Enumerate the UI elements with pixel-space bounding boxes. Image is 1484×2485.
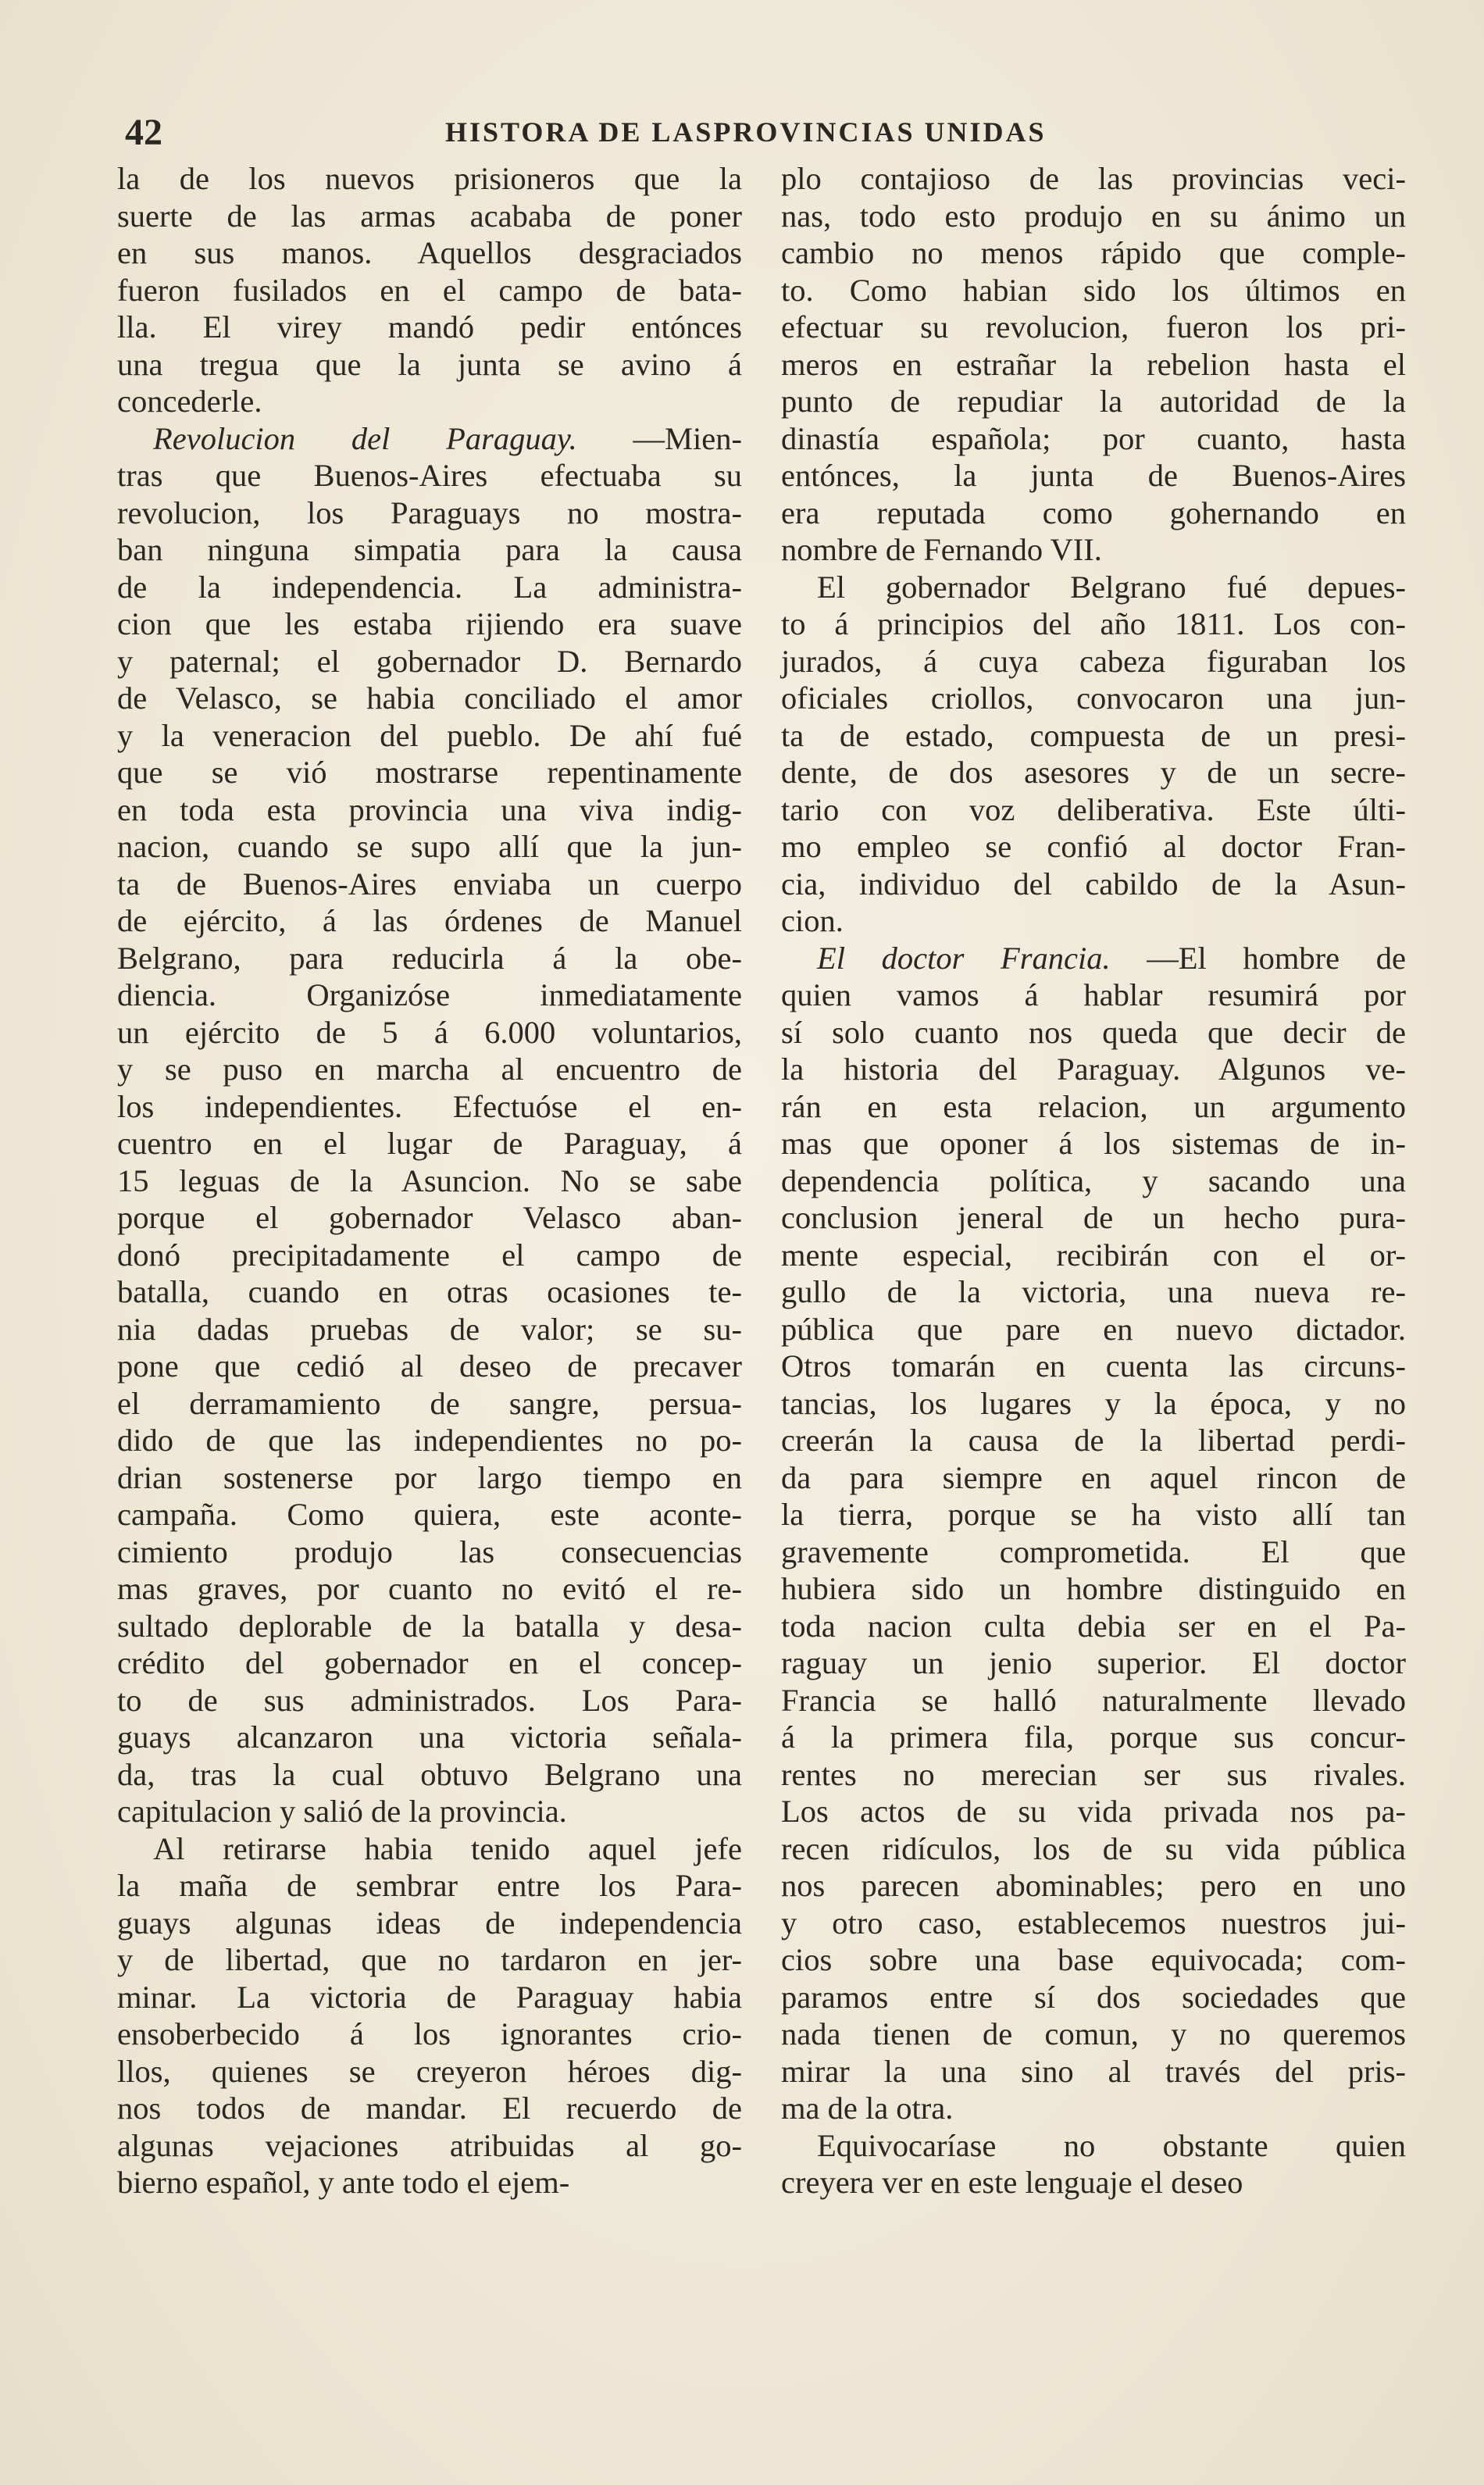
text-line: dido de que las independientes no po- — [117, 1423, 742, 1458]
text-line: cion que les estaba rijiendo era suave — [117, 606, 742, 641]
text-line: sultado deplorable de la batalla y desa- — [117, 1608, 742, 1644]
page-header — [117, 111, 1414, 158]
text-line: Al retirarse habia tenido aquel jefe — [153, 1830, 742, 1866]
text-line: un ejército de 5 á 6.000 voluntarios, — [117, 1014, 742, 1050]
text-line: hubiera sido un hombre distinguido en — [781, 1571, 1406, 1606]
text-line: la de los nuevos prisioneros que la — [117, 161, 742, 196]
text-line: punto de repudiar la autoridad de la — [781, 384, 1406, 419]
text-line: cios sobre una base equivocada; com- — [781, 1942, 1406, 1977]
text-line: El gobernador Belgrano fué depues- — [817, 569, 1406, 605]
text-line: nia dadas pruebas de valor; se su- — [117, 1311, 742, 1347]
text-line: pone que cedió al deseo de precaver — [117, 1348, 742, 1384]
text-line: mente especial, recibirán con el or- — [781, 1237, 1406, 1273]
text-line: mas que oponer á los sistemas de in- — [781, 1126, 1406, 1161]
text-line: recen ridículos, los de su vida pública — [781, 1830, 1406, 1866]
text-line: ta de estado, compuesta de un presi- — [781, 717, 1406, 753]
text-line: rán en esta relacion, un argumento — [781, 1088, 1406, 1124]
text-line: Belgrano, para reducirla á la obe- — [117, 940, 742, 976]
text-line: to á principios del año 1811. Los con- — [781, 606, 1406, 641]
text-line: ma de la otra. — [781, 2090, 954, 2126]
text-line: cia, individuo del cabildo de la Asun- — [781, 866, 1406, 902]
text-line: jurados, á cuya cabeza figuraban los — [781, 643, 1406, 679]
text-line: nacion, cuando se supo allí que la jun- — [117, 829, 742, 864]
text-line: plo contajioso de las provincias veci- — [781, 161, 1406, 196]
text-line: ta de Buenos-Aires enviaba un cuerpo — [117, 866, 742, 902]
text-line: diencia. Organizóse inmediatamente — [117, 977, 742, 1012]
text-line: de Velasco, se habia conciliado el amor — [117, 680, 742, 716]
text-line: to de sus administrados. Los Para- — [117, 1682, 742, 1718]
text-line: crédito del gobernador en el concep- — [117, 1645, 742, 1680]
text-line: dependencia política, y sacando una — [781, 1162, 1406, 1198]
text-line: y otro caso, establecemos nuestros jui- — [781, 1905, 1406, 1941]
text-line: entónces, la junta de Buenos-Aires — [781, 458, 1406, 493]
text-line: que se vió mostrarse repentinamente — [117, 755, 742, 790]
text-line: y se puso en marcha al encuentro de — [117, 1051, 742, 1087]
text-line: pública que pare en nuevo dictador. — [781, 1311, 1406, 1347]
text-line: Equivocaríase no obstante quien — [817, 2127, 1406, 2163]
text-line: llos, quienes se creyeron héroes dig- — [117, 2053, 742, 2089]
text-line: tario con voz deliberativa. Este últi- — [781, 791, 1406, 827]
text-line: drian sostenerse por largo tiempo en — [117, 1459, 742, 1495]
text-line: campaña. Como quiera, este aconte- — [117, 1497, 742, 1532]
text-line: y la veneracion del pueblo. De ahí fué — [117, 717, 742, 753]
text-line: lla. El virey mandó pedir entónces — [117, 309, 742, 345]
text-line: Otros tomarán en cuenta las circuns- — [781, 1348, 1406, 1384]
text-line: fueron fusilados en el campo de bata- — [117, 272, 742, 308]
text-line: cambio no menos rápido que comple- — [781, 235, 1406, 270]
text-line: algunas vejaciones atribuidas al go- — [117, 2127, 742, 2163]
text-line: minar. La victoria de Paraguay habia — [117, 1979, 742, 2015]
text-line: guays algunas ideas de independencia — [117, 1905, 742, 1941]
text-line: en toda esta provincia una viva indig- — [117, 791, 742, 827]
text-line: nos parecen abominables; pero en uno — [781, 1868, 1406, 1903]
text-line: nombre de Fernando VII. — [781, 532, 1102, 567]
text-line: paramos entre sí dos sociedades que — [781, 1979, 1406, 2015]
text-line: la tierra, porque se ha visto allí tan — [781, 1497, 1406, 1532]
text-line: da, tras la cual obtuvo Belgrano una — [117, 1756, 742, 1792]
text-line: sí solo cuanto nos queda que decir de — [781, 1014, 1406, 1050]
text-line: en sus manos. Aquellos desgraciados — [117, 235, 742, 270]
text-line: quien vamos á hablar resumirá por — [781, 977, 1406, 1012]
text-line: dinastía española; por cuanto, hasta — [781, 420, 1406, 456]
text-line: dente, de dos asesores y de un secre- — [781, 755, 1406, 790]
text-line: suerte de las armas acababa de poner — [117, 198, 742, 234]
text-line: oficiales criollos, convocaron una jun- — [781, 680, 1406, 716]
text-line: nos todos de mandar. El recuerdo de — [117, 2090, 742, 2126]
text-line: creyera ver en este lenguaje el deseo — [781, 2165, 1243, 2200]
text-line: de la independencia. La administra- — [117, 569, 742, 605]
text-line: porque el gobernador Velasco aban- — [117, 1200, 742, 1235]
text-line: cuentro en el lugar de Paraguay, á — [117, 1126, 742, 1161]
text-line: á la primera fila, porque sus concur- — [781, 1719, 1406, 1755]
text-line: tancias, los lugares y la época, y no — [781, 1385, 1406, 1421]
text-line: de ejército, á las órdenes de Manuel — [117, 903, 742, 938]
text-line: batalla, cuando en otras ocasiones te- — [117, 1274, 742, 1309]
text-line: mirar la una sino al través del pris- — [781, 2053, 1406, 2089]
text-line: concederle. — [117, 384, 262, 419]
text-line: y de libertad, que no tardaron en jer- — [117, 1942, 742, 1977]
text-line: nas, todo esto produjo en su ánimo un — [781, 198, 1406, 234]
text-line: Los actos de su vida privada nos pa- — [781, 1794, 1406, 1829]
text-line: bierno español, y ante todo el ejem- — [117, 2165, 570, 2200]
text-line: la historia del Paraguay. Algunos ve- — [781, 1051, 1406, 1087]
text-line: meros en estrañar la rebelion hasta el — [781, 346, 1406, 382]
text-line: rentes no merecian ser sus rivales. — [781, 1756, 1406, 1792]
text-line: ensoberbecido á los ignorantes crio- — [117, 2016, 742, 2051]
right-column — [781, 160, 1406, 2269]
text-line: creerán la causa de la libertad perdi- — [781, 1423, 1406, 1458]
text-line: revolucion, los Paraguays no mostra- — [117, 495, 742, 530]
running-title: HISTORA DE LASPROVINCIAS UNIDAS — [445, 116, 1047, 148]
text-line: nada tienen de comun, y no queremos — [781, 2016, 1406, 2051]
text-line: efectuar su revolucion, fueron los pri- — [781, 309, 1406, 345]
text-line: una tregua que la junta se avino á — [117, 346, 742, 382]
text-line: y paternal; el gobernador D. Bernardo — [117, 643, 742, 679]
text-line: raguay un jenio superior. El doctor — [781, 1645, 1406, 1680]
text-line: donó precipitadamente el campo de — [117, 1237, 742, 1273]
text-line: era reputada como gohernando en — [781, 495, 1406, 530]
text-line: El doctor Francia. —El hombre de — [817, 940, 1406, 976]
text-line: gullo de la victoria, una nueva re- — [781, 1274, 1406, 1309]
text-line: to. Como habian sido los últimos en — [781, 272, 1406, 308]
page-number: 42 — [125, 112, 162, 153]
text-line: Revolucion del Paraguay. —Mien- — [153, 420, 742, 456]
text-line: ban ninguna simpatia para la causa — [117, 532, 742, 567]
text-line: capitulacion y salió de la provincia. — [117, 1794, 567, 1829]
left-column — [117, 160, 742, 2269]
text-line: la maña de sembrar entre los Para- — [117, 1868, 742, 1903]
text-line: conclusion jeneral de un hecho pura- — [781, 1200, 1406, 1235]
text-line: toda nacion culta debia ser en el Pa- — [781, 1608, 1406, 1644]
text-line: los independientes. Efectuóse el en- — [117, 1088, 742, 1124]
text-line: 15 leguas de la Asuncion. No se sabe — [117, 1162, 742, 1198]
text-line: cimiento produjo las consecuencias — [117, 1533, 742, 1569]
text-line: guays alcanzaron una victoria señala- — [117, 1719, 742, 1755]
text-line: el derramamiento de sangre, persua- — [117, 1385, 742, 1421]
text-line: da para siempre en aquel rincon de — [781, 1459, 1406, 1495]
text-line: mas graves, por cuanto no evitó el re- — [117, 1571, 742, 1606]
text-line: Francia se halló naturalmente llevado — [781, 1682, 1406, 1718]
text-line: mo empleo se confió al doctor Fran- — [781, 829, 1406, 864]
text-line: cion. — [781, 903, 844, 938]
text-line: gravemente comprometida. El que — [781, 1533, 1406, 1569]
text-line: tras que Buenos-Aires efectuaba su — [117, 458, 742, 493]
